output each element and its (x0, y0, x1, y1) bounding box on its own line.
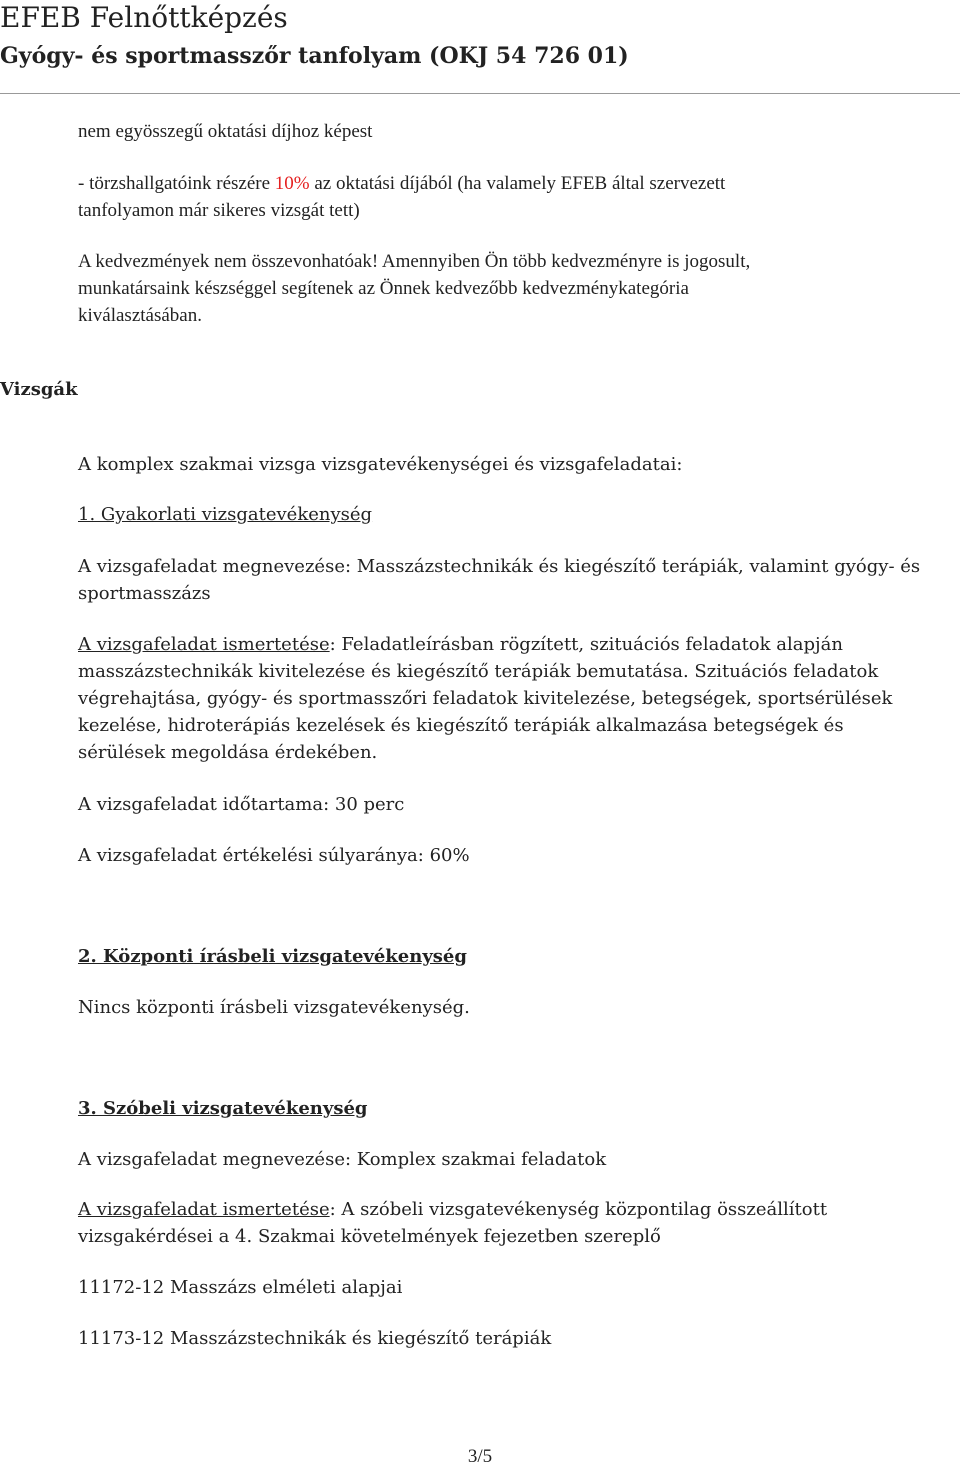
section-3-desc-label: A vizsgafeladat ismertetése (78, 1199, 330, 1220)
discount-line-1: nem egyösszegű oktatási díjhoz képest (78, 121, 373, 142)
discount-note-line-2: munkatársaink készséggel segítenek az Önnek kedvezőbb kedvezménykategória (78, 278, 689, 299)
exams-intro: A komplex szakmai vizsga vizsgatevékenységei és vizsgafeladatai: (78, 454, 683, 475)
section-3-module-2: 11173-12 Masszázstechnikák és kiegészítő terápiák (78, 1328, 552, 1349)
discount-line-3: tanfolyamon már sikeres vizsgát tett) (78, 200, 360, 221)
section-3-title: 3. Szóbeli vizsgatevékenység (78, 1098, 368, 1119)
section-1-desc-label: A vizsgafeladat ismertetése (78, 634, 330, 655)
exams-heading: Vizsgák (0, 379, 78, 400)
section-1-desc-line-4: kezelése, hidroterápiás kezelések és kiegészítő terápiák alkalmazása betegségek és (78, 715, 844, 736)
discount-percent: 10% (274, 173, 310, 194)
section-1-desc-line-1 (78, 631, 958, 658)
section-2-title: 2. Központi írásbeli vizsgatevékenység (78, 946, 467, 967)
header-divider (0, 93, 960, 94)
section-3-desc-line-1-rest: : A szóbeli vizsgatevékenység központilag összeállított (329, 1199, 828, 1220)
section-1-desc-line-2: masszázstechnikák kivitelezése és kiegészítő terápiák bemutatása. Szituációs feladatok (78, 661, 879, 682)
section-1-duration: A vizsgafeladat időtartama: 30 perc (78, 794, 405, 815)
section-1-name-line-1: A vizsgafeladat megnevezése: Masszázstechnikák és kiegészítő terápiák, valamint gyógy- és (78, 556, 921, 577)
site-title: EFEB Felnőttképzés (0, 1, 288, 34)
section-1-weight: A vizsgafeladat értékelési súlyaránya: 60% (78, 845, 470, 866)
section-3-module-1: 11172-12 Masszázs elméleti alapjai (78, 1277, 403, 1298)
section-1-name-line-2: sportmasszázs (78, 583, 211, 604)
section-2-text: Nincs központi írásbeli vizsgatevékenység. (78, 997, 470, 1018)
discount-line-2 (78, 170, 958, 197)
discount-note-line-1: A kedvezmények nem összevonhatóak! Amennyiben Ön több kedvezményre is jogosult, (78, 251, 751, 272)
section-1-desc-line-3: végrehajtása, gyógy- és sportmasszőri feladatok kivitelezése, betegségek, sportsérülések (78, 688, 893, 709)
section-1-desc-line-5: sérülések megoldása érdekében. (78, 742, 378, 763)
discount-note-line-3: kiválasztásában. (78, 305, 202, 326)
section-3-desc-line-2: vizsgakérdései a 4. Szakmai követelmények fejezetben szereplő (78, 1226, 661, 1247)
discount-line-2-prefix: - törzshallgatóink részére (78, 173, 275, 194)
course-title: Gyógy- és sportmasszőr tanfolyam (OKJ 54 726 01) (0, 43, 629, 69)
section-3-desc-line-1 (78, 1196, 958, 1223)
page-number: 3/5 (467, 1446, 493, 1467)
section-1-desc-line-1-rest: : Feladatleírásban rögzített, szituációs feladatok alapján (329, 634, 843, 655)
section-1-title: 1. Gyakorlati vizsgatevékenység (78, 504, 373, 525)
section-3-name: A vizsgafeladat megnevezése: Komplex szakmai feladatok (78, 1149, 607, 1170)
discount-line-2-suffix: az oktatási díjából (ha valamely EFEB által szervezett (309, 173, 726, 194)
